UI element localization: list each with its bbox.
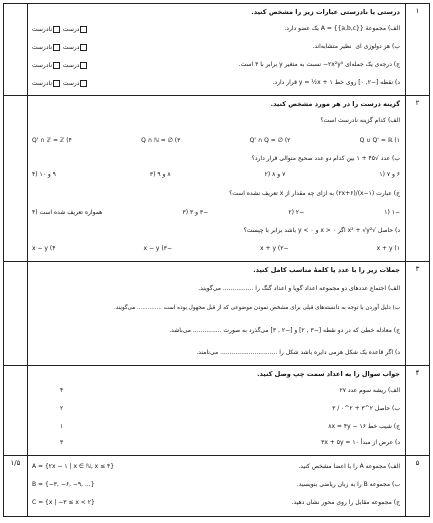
option[interactable]: x − y (۴ [32,245,56,252]
section-3-score [4,262,28,365]
option[interactable]: Q ∩ ℕ = ∅ (۳ [141,137,181,144]
true-checkbox[interactable] [80,26,87,33]
s4-question-c: ج) شیب خط ۱۶ − ۸x = ۴y [328,423,400,430]
section-4-score [4,366,28,455]
true-checkbox[interactable] [80,62,87,69]
s3-item-a: الف) اجتماع عددهای دو مجموعه اعداد گویا و اعداد گنگ را ................ می‌گویند. [198,285,400,292]
false-label: نادرست [32,44,52,51]
s1-item-d: د) نقطه [−۲, ۰] روی خط y = ½x + ۱ قرار دارد. [272,79,400,86]
s3-item-b: ب) دلیل آوردن با توجه به دانسته‌های قبلی برای مشخص نمودن موضوعی که از قبل مجهول بوده است .............. می‌گویند. [114,305,400,311]
exam-sheet [3,3,430,517]
option[interactable]: ۹ و ۱۰ (۴ [32,171,56,178]
true-label: درست [62,44,80,51]
section-2-number: ۲ [405,96,429,261]
s4-question-d: د) عرض از مبدأ ۱۰ = ۳x + ۵y [321,439,400,446]
section-2 [4,96,429,262]
true-label: درست [62,62,80,69]
s5-item-c: ج) مجموعه مقابل را روی محور نشان دهید. [291,499,400,506]
s2-question-c: ج) عبارت (x−۱)/(۲x+۶) به ازای چه مقدار از x تعریف نشده است؟ [229,190,400,197]
s1-tf-a [32,26,88,33]
option[interactable]: Q ∪ Q' = ℝ (۱ [359,137,400,144]
s1-tf-c [32,62,88,69]
section-5-score: ۱/۵ [4,456,28,516]
false-label: نادرست [32,62,52,69]
s1-item-c: ج) درجه‌ی یک جمله‌ای ‎−۲x²y⁵‎ نسبت به متغیر y برابر با ۳ است. [238,61,400,68]
true-label: درست [62,80,80,87]
s1-item-b: ب) هر دولوزی ‌ای ‌ نظیر متشابه‌اند. [312,43,400,50]
option[interactable]: ۶ و ۷ (۱ [379,171,400,178]
s5-set-c: C = {x | −۳ ≤ x < ۲} [32,499,95,506]
section-3-title: جملات زیر را با عدد یا کلمهٔ مناسب کامل کنید. [253,266,400,274]
s1-tf-b [32,44,88,51]
s2-options-b [30,172,402,178]
section-1-title: درستی یا نادرستی عبارات زیر را مشخص کنید. [251,8,400,16]
s2-options-c [30,210,402,216]
s3-item-c: ج) معادله خطی که در دو نقطه [−۳ , ۲] و [−۲ , ۳] می‌گذرد به صورت ............... می‌باشد. [169,327,400,334]
option[interactable]: −۱ (۱ [384,209,400,216]
option[interactable]: −۲ (۲ [288,209,305,216]
s4-answer-d[interactable]: ۳ [60,439,64,446]
option[interactable]: Q' ∩ Q = ∅ (۲ [249,137,291,144]
false-label: نادرست [32,26,52,33]
s2-options-a [30,138,402,144]
option[interactable]: ۷ و ۸ (۲ [264,171,286,178]
section-4-title: جواب سوال را به اعداد سمت چپ وصل کنید. [257,370,400,378]
s4-answer-a[interactable]: ۴ [60,387,64,394]
s3-item-d: د) اگر قاعده یک شکل هرمی دایره باشد شکل را .............................. می‌نامند. [196,349,400,356]
s4-answer-b[interactable]: ۲ [60,405,64,412]
s1-tf-d [32,80,88,87]
section-2-title: گزینه درست را در هر مورد مشخص کنید. [270,100,400,108]
s4-question-b: ب) حاصل ۲^۳ + ۲^۰ / ۳ [332,405,400,412]
s5-set-b: B = {−۳, −۶, −۹, ...} [32,481,95,488]
s5-set-a: A = {۲x − ۱ | x ∈ ℕ, x ≤ ۴} [32,463,115,470]
true-checkbox[interactable] [80,44,87,51]
option[interactable]: −۳ و ۳ (۳ [182,209,209,216]
section-1-score [4,4,28,95]
section-4 [4,366,429,456]
s5-item-b: ب) مجموعه B را به زبان ریاضی بنویسید. [296,481,400,488]
s2-question-a: الف) کدام گزینه نادرست است؟ [320,117,400,124]
s5-item-a: الف) مجموعه A را با اعضا مشخص کنید. [298,463,400,470]
true-checkbox[interactable] [80,80,87,87]
section-5 [4,456,429,516]
false-checkbox[interactable] [53,44,60,51]
option[interactable]: −x − y (۳ [143,245,172,252]
s4-question-a: الف) ریشه سوم عدد ۲۷ [339,387,400,394]
section-1-number: ۱ [405,4,429,95]
option[interactable]: Q' ∩ ℤ = ℤ (۴ [32,137,72,144]
section-3-number: ۳ [405,262,429,365]
s2-question-d: د) حاصل √x² + √y² اگر x > ۰ و y < ۰ باشد برابر با چیست؟ [243,227,400,234]
option[interactable]: −x + y (۲ [260,245,289,252]
section-3 [4,262,429,366]
false-checkbox[interactable] [53,62,60,69]
section-1 [4,4,429,96]
s4-answer-c[interactable]: ۱ [60,423,64,430]
option[interactable]: همواره تعریف شده است (۴ [32,209,103,216]
false-checkbox[interactable] [53,80,60,87]
s2-question-b: ب) عدد √۴۵ + ۱ بین کدام دو عدد صحیح متوالی قرار دارد؟ [251,155,400,162]
s1-item-a: الف) مجموعهٔ A = {{a,b,c}} یک عضو دارد. [284,25,400,32]
true-label: درست [62,26,80,33]
option[interactable]: ۸ و ۹ (۳ [149,171,171,178]
s2-options-d [30,246,402,252]
section-5-number: ۵ [405,456,429,516]
false-label: نادرست [32,80,52,87]
option[interactable]: x + y (۱ [376,245,400,252]
section-4-number: ۴ [405,366,429,455]
section-2-score [4,96,28,261]
false-checkbox[interactable] [53,26,60,33]
